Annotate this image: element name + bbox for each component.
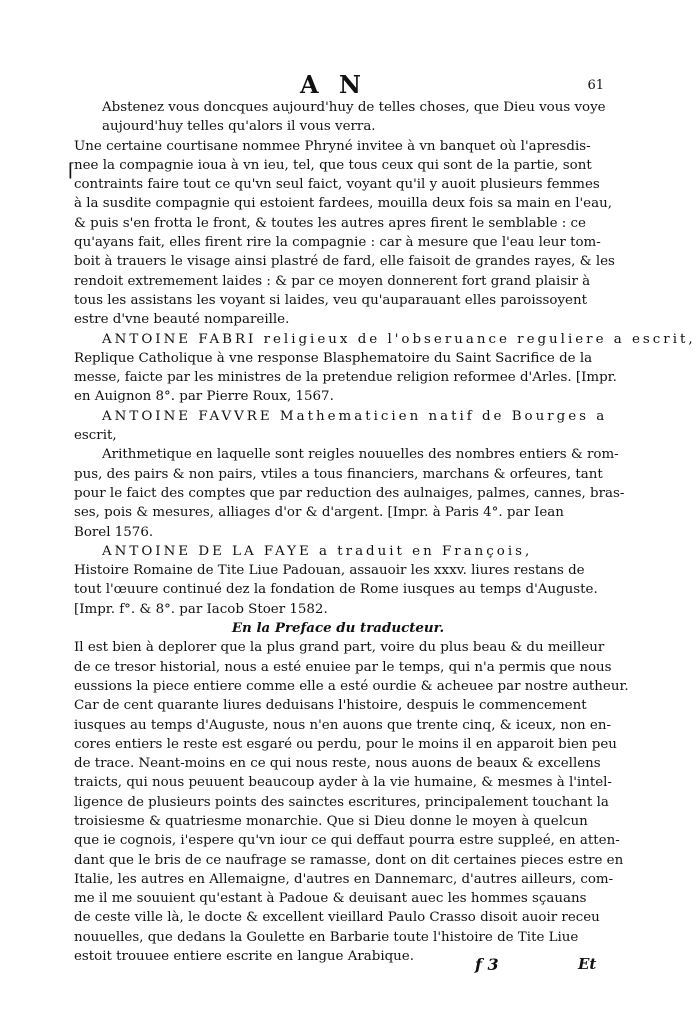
- text-line: nee la compagnie ioua à vn ieu, tel, que tous ceux qui sont de la partie, sont: [74, 157, 592, 173]
- section-subheading: En la Preface du traducteur.: [231, 620, 445, 637]
- text-line: cores entiers le reste est esgaré ou perdu, pour le moins il en apparoit bien peu: [74, 736, 617, 752]
- text-line: contraints faire tout ce qu'vn seul faict, voyant qu'il y auoit plusieurs femmes: [74, 177, 600, 193]
- text-line: estoit trouuee entiere escrite en langue Arabique.: [74, 949, 414, 965]
- text-line: Replique Catholique à vne response Blasphematoire du Saint Sacrifice de la: [74, 350, 593, 366]
- author-heading: ANTOINE DE LA FAYE a traduit en François,: [102, 543, 533, 559]
- text-line: de trace. Neant-moins en ce qui nous reste, nous auons de beaux & excellens: [74, 756, 601, 772]
- text-line: [Impr. f°. & 8°. par Iacob Stoer 1582.: [74, 601, 328, 617]
- text-line: & puis s'en frotta le front, & toutes les autres apres firent le semblable : ce: [74, 215, 586, 231]
- text-line: qu'ayans fait, elles firent rire la compagnie : car à mesure que l'eau leur tom-: [74, 235, 601, 251]
- text-line: Italie, les autres en Allemaigne, d'autres en Dannemarc, d'autres ailleurs, com-: [74, 871, 614, 887]
- running-head: A N: [300, 70, 367, 99]
- text-line: eussions la piece entiere comme elle a esté ourdie & acheuee par nostre autheur.: [74, 678, 629, 694]
- text-line: Histoire Romaine de Tite Liue Padouan, assauoir les xxxv. liures restans de: [74, 563, 585, 579]
- text-line: Il est bien à deplorer que la plus grand part, voire du plus beau & du meilleur: [74, 640, 605, 656]
- text-line: iusques au temps d'Auguste, nous n'en auons que trente cinq, & iceux, non en-: [74, 717, 611, 733]
- text-line: pour le faict des comptes que par reduction des aulnaiges, palmes, cannes, bras-: [74, 485, 625, 501]
- author-heading: ANTOINE FAVVRE Mathematicien natif de Bourges a: [102, 408, 608, 424]
- text-line: tous les assistans les voyant si laides, veu qu'auparauant elles paroissoyent: [74, 292, 587, 308]
- page-footer: [0, 955, 696, 985]
- text-line: tout l'œuure continué dez la fondation de Rome iusques au temps d'Auguste.: [74, 582, 598, 598]
- text-line: en Auignon 8°. par Pierre Roux, 1567.: [74, 389, 334, 405]
- text-line: rendoit extremement laides : & par ce moyen donnerent fort grand plaisir à: [74, 273, 591, 289]
- page-body: [74, 98, 696, 966]
- text-line: messe, faicte par les ministres de la pretendue religion reformee d'Arles. [Impr.: [74, 370, 617, 386]
- text-line: troisiesme & quatriesme monarchie. Que si Dieu donne le moyen à quelcun: [74, 813, 588, 829]
- text-line: Borel 1576.: [74, 524, 154, 540]
- text-line: ses, pois & mesures, alliages d'or & d'argent. [Impr. à Paris 4°. par Iean: [74, 505, 564, 521]
- text-line: estre d'vne beauté nompareille.: [74, 312, 290, 328]
- text-line: pus, des pairs & non pairs, vtiles a tous financiers, marchans & orfeures, tant: [74, 466, 603, 482]
- catchword: Et: [578, 955, 597, 973]
- text-line: de ce tresor historial, nous a esté enuiee par le temps, qui n'a permis que nous: [74, 659, 612, 675]
- text-line: me il me souuient qu'estant à Padoue & deuisant auec les hommes sçauans: [74, 891, 587, 907]
- text-line: Une certaine courtisane nommee Phryné invitee à vn banquet où l'apresdis-: [74, 138, 591, 154]
- text-line: boit à trauers le visage ainsi plastré de fard, elle faisoit de grandes rayes, & les: [74, 254, 615, 270]
- text-line: aujourd'huy telles qu'alors il vous verra.: [102, 119, 376, 135]
- text-line: Abstenez vous doncques aujourd'huy de telles choses, que Dieu vous voye: [102, 100, 606, 115]
- text-line: escrit,: [74, 428, 117, 444]
- text-line: de ceste ville là, le docte & excellent vieillard Paulo Crasso disoit auoir receu: [74, 910, 600, 926]
- author-heading: ANTOINE FABRI religieux de l'obseruance reguliere a escrit,: [102, 331, 696, 347]
- text-line: dant que le bris de ce naufrage se ramasse, dont on dit certaines pieces estre en: [74, 852, 624, 868]
- page-number: 61: [587, 78, 604, 93]
- text-line: ligence de plusieurs points des sainctes escritures, principalement touchant la: [74, 794, 609, 810]
- text-line: à la susdite compagnie qui estoient fardees, mouilla deux fois sa main en l'eau,: [74, 196, 612, 212]
- margin-mark: ⌈: [68, 160, 76, 181]
- signature-mark: f 3: [475, 955, 499, 974]
- text-line: nouuelles, que dedans la Goulette en Barbarie toute l'histoire de Tite Liue: [74, 929, 579, 945]
- page-header: [0, 70, 696, 100]
- text-line: Arithmetique en laquelle sont reigles nouuelles des nombres entiers & rom-: [102, 447, 619, 463]
- text-line: Car de cent quarante liures deduisans l'histoire, despuis le commencement: [74, 698, 587, 714]
- text-line: traicts, qui nous peuuent beaucoup ayder à la vie humaine, & mesmes à l'intel-: [74, 775, 612, 791]
- text-line: que ie cognois, i'espere qu'vn iour ce qui deffaut pourra estre suppleé, en atten-: [74, 833, 620, 849]
